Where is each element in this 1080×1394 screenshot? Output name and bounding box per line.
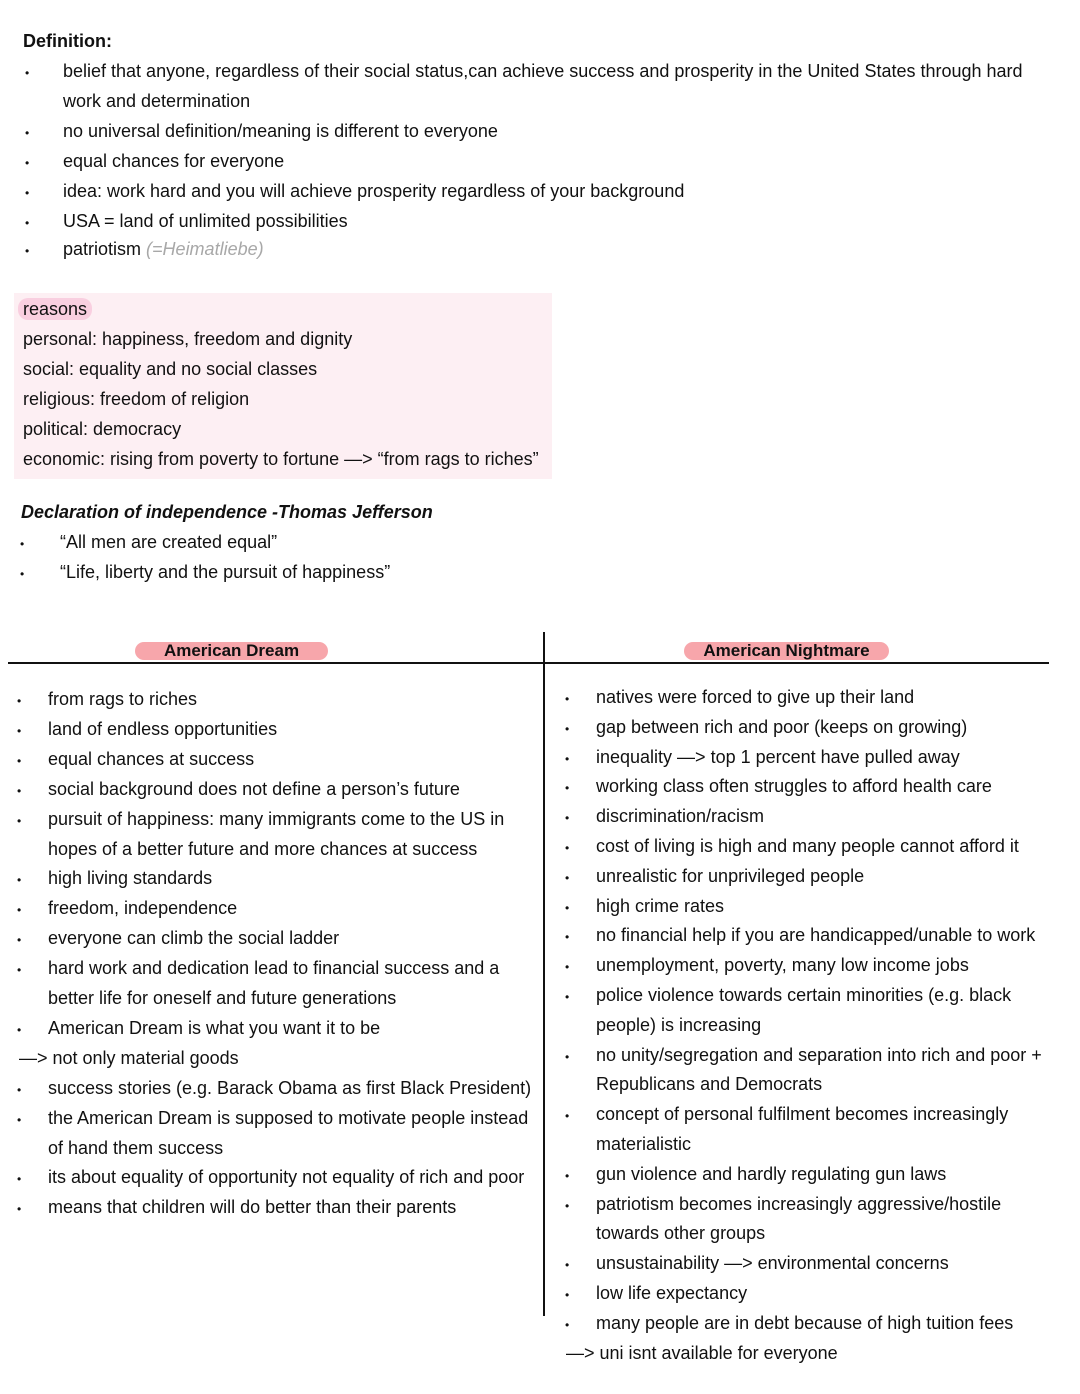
definition-item: idea: work hard and you will achieve prosperity regardless of your background [63,181,685,201]
bullet-icon: • [17,1202,22,1217]
nightmare-arrow-note: —> uni isnt available for everyone [566,1342,838,1363]
bullet-icon: • [25,66,30,80]
nightmare-item: high crime rates [596,895,725,916]
definition-item: USA = land of unlimited possibilities [63,211,348,231]
bullet-icon: • [565,1198,570,1213]
definition-item: no universal definition/meaning is different to everyone [63,121,498,141]
reason-item: religious: freedom of religion [23,389,250,409]
dream-item: from rags to riches [48,689,198,709]
bullet-icon: • [565,751,570,766]
bullet-icon: • [565,692,570,706]
table-header-rule [8,662,1049,664]
bullet-icon: • [565,811,570,826]
bullet-icon: • [20,537,25,551]
dream-item: land of endless opportunities [48,718,278,739]
nightmare-item: working class often struggles to afford health care [596,776,992,797]
definition-item: work and determination [63,91,251,111]
dream-item: equal chances at success [48,748,255,769]
bullet-icon: • [565,1109,570,1124]
declaration-quote: “Life, liberty and the pursuit of happiness” [60,562,391,582]
nightmare-item: concept of personal fulfilment becomes increasingly [596,1104,1009,1125]
nightmare-item: gun violence and hardly regulating gun laws [596,1163,947,1184]
bullet-icon: • [17,1112,22,1127]
bullet-icon: • [17,933,22,948]
nightmare-item: police violence towards certain minorities (e.g. black [596,985,1012,1005]
bullet-icon: • [17,783,22,798]
declaration-heading: Declaration of independence -Thomas Jefferson [21,502,433,522]
nightmare-item: discrimination/racism [596,806,765,827]
reason-item: political: democracy [23,419,182,439]
dream-item: high living standards [48,868,213,889]
bullet-icon: • [565,1258,570,1273]
bullet-icon: • [25,186,30,200]
nightmare-item: no financial help if you are handicapped/unable to work [596,925,1036,946]
bullet-icon: • [17,723,22,738]
dream-item: the American Dream is supposed to motivate people instead [48,1107,529,1128]
bullet-icon: • [565,841,570,855]
dream-item: better life for oneself and future generations [48,988,397,1008]
nightmare-item: cost of living is high and many people cannot afford it [596,836,1019,856]
declaration-quote: “All men are created equal” [60,532,278,552]
bullet-icon: • [17,1022,22,1037]
nightmare-item: people) is increasing [596,1014,762,1035]
dream-item: means that children will do better than their parents [48,1197,457,1218]
nightmare-item: patriotism becomes increasingly aggressive/hostile [596,1193,1002,1214]
patriotism-text: patriotism [63,239,142,259]
nightmare-item: unrealistic for unprivileged people [596,865,865,886]
dream-item: hopes of a better future and more chances at success [48,838,478,859]
nightmare-item: no unity/segregation and separation into rich and poor + [596,1044,1042,1065]
bullet-icon: • [565,1049,570,1064]
definition-item: belief that anyone, regardless of their social status,can achieve success and prosperity in the United States through hard [63,61,1023,81]
patriotism-note: (=Heimatliebe) [146,239,264,259]
dream-item: American Dream is what you want it to be [48,1017,381,1038]
bullet-icon: • [20,567,25,581]
dream-arrow-note: —> not only material goods [19,1047,239,1068]
bullet-icon: • [17,903,22,918]
bullet-icon: • [565,930,570,945]
bullet-icon: • [565,781,570,796]
definition-item-patriotism [63,239,264,259]
definition-heading: Definition: [23,31,112,51]
bullet-icon: • [17,694,22,708]
reason-item: personal: happiness, freedom and dignity [23,329,353,349]
dream-item: freedom, independence [48,898,238,919]
definition-bullet: • [25,244,30,258]
dream-item: success stories (e.g. Barack Obama as first Black President) [48,1077,532,1098]
nightmare-item: many people are in debt because of high tuition fees [596,1312,1014,1333]
bullet-icon: • [25,156,30,170]
dream-item: everyone can climb the social ladder [48,928,340,949]
nightmare-item: natives were forced to give up their land [596,687,915,707]
reason-item: economic: rising from poverty to fortune —> “from rags to riches” [23,449,539,469]
dream-item: hard work and dedication lead to financial success and a [48,958,500,979]
bullet-icon: • [25,216,30,230]
bullet-icon: • [17,873,22,888]
bullet-icon: • [565,900,570,915]
nightmare-item: unemployment, poverty, many low income jobs [596,955,969,976]
nightmare-item: gap between rich and poor (keeps on growing) [596,716,968,737]
bullet-icon: • [565,990,570,1004]
bullet-icon: • [17,1172,22,1187]
nightmare-item: inequality —> top 1 percent have pulled away [596,746,960,767]
bullet-icon: • [565,960,570,975]
dream-item: of hand them success [48,1137,224,1158]
bullet-icon: • [17,1082,22,1097]
definition-item: equal chances for everyone [63,151,285,171]
bullet-icon: • [565,1317,570,1332]
reason-item: social: equality and no social classes [23,359,318,379]
bullet-icon: • [17,753,22,768]
nightmare-item: unsustainability —> environmental concerns [596,1253,949,1274]
bullet-icon: • [565,721,570,736]
american-dream-header: American Dream [135,642,328,660]
column-divider [543,632,545,1316]
bullet-icon: • [565,1288,570,1302]
dream-item: its about equality of opportunity not equality of rich and poor [48,1167,525,1188]
american-nightmare-header: American Nightmare [684,642,889,660]
dream-item: social background does not define a person’s future [48,778,460,799]
bullet-icon: • [565,870,570,885]
bullet-icon: • [25,126,30,140]
dream-item: pursuit of happiness: many immigrants come to the US in [48,808,505,829]
nightmare-item: materialistic [596,1134,692,1154]
nightmare-item: low life expectancy [596,1283,748,1303]
nightmare-item: towards other groups [596,1223,766,1244]
bullet-icon: • [17,813,22,828]
nightmare-item: Republicans and Democrats [596,1074,823,1095]
reasons-tag: reasons [18,298,92,320]
bullet-icon: • [17,963,22,978]
bullet-icon: • [565,1168,570,1183]
